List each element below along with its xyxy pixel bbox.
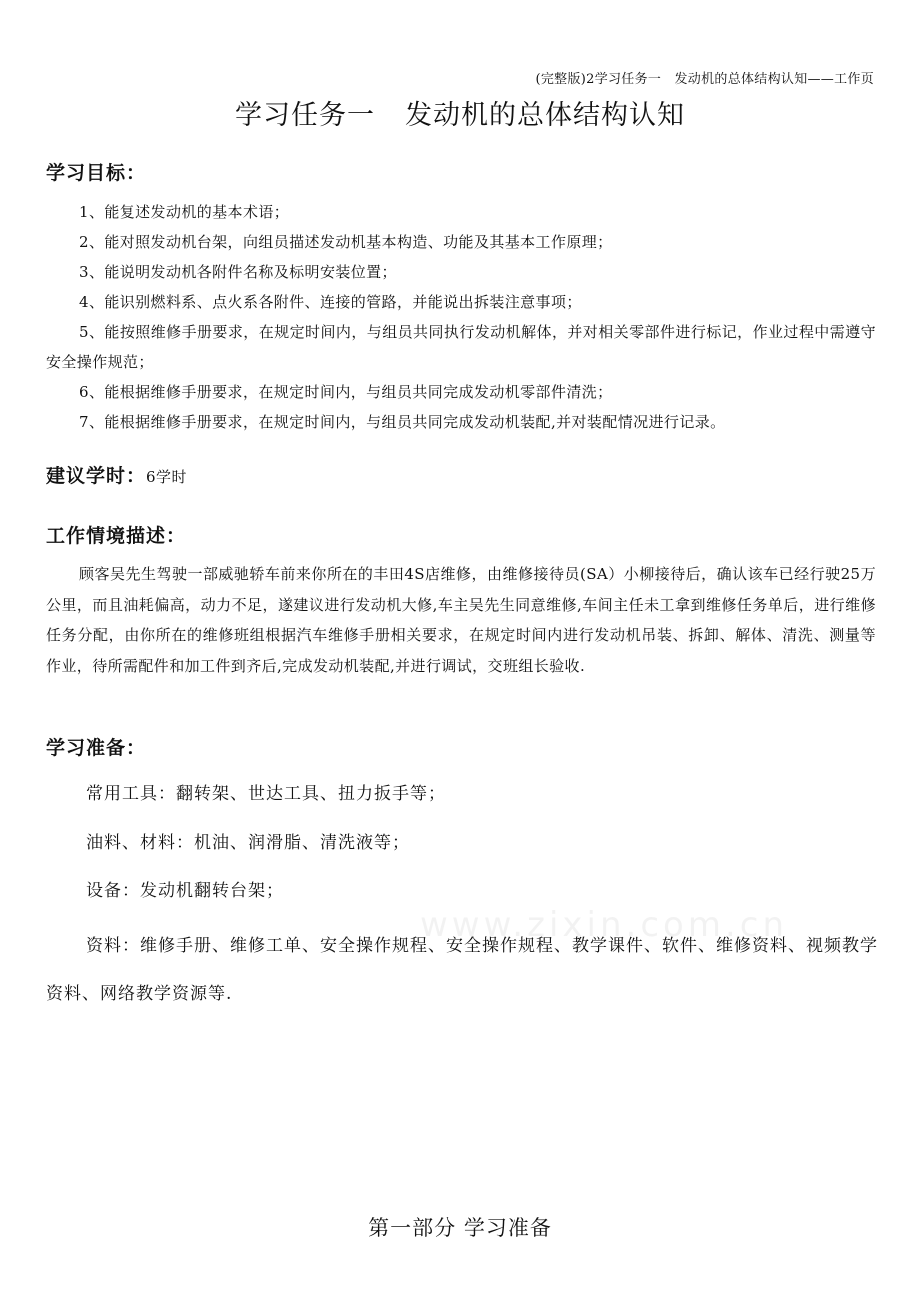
objective-item: 5、能按照维修手册要求，在规定时间内，与组员共同执行发动机解体，并对相关零部件进行标记，作业过程中需遵守安全操作规范； <box>46 323 876 371</box>
scenario-paragraph: 顾客吴先生驾驶一部威驰轿车前来你所在的丰田4S店维修，由维修接待员(SA）小柳接待后，确认该车已经行驶25万公里，而且油耗偏高，动力不足，遂建议进行发动机大修,车主吴先生同意维修,车间主任未工拿到维修任务单后，进行维修任务分配，由你所在的维修班组根据汽车维修手册相关要求，在规定时间内进行发动机吊装、拆卸、解体、清洗、测量等作业，待所需配件和加工件到齐后,完成发动机装配,并进行调试，交班组长验收. <box>46 565 876 675</box>
prep-tools: 常用工具：翻转架、世达工具、扭力扳手等； <box>86 784 446 804</box>
prep-resources: 资料：维修手册、维修工单、安全操作规程、安全操作规程、教学课件、软件、维修资料、视频教学资料、网络教学资源等. <box>46 936 878 1004</box>
objective-item: 4、能识别燃料系、点火系各附件、连接的管路，并能说出拆装注意事项； <box>79 293 582 311</box>
title-task-label: 学习任务一 <box>235 100 375 131</box>
objective-item: 2、能对照发动机台架，向组员描述发动机基本构造、功能及其基本工作原理； <box>79 233 613 251</box>
prep-equipment: 设备：发动机翻转台架； <box>86 881 284 901</box>
prep-materials: 油料、材料：机油、润滑脂、清洗液等； <box>86 833 410 853</box>
hours-value: 6学时 <box>146 468 188 486</box>
scenario-heading: 工作情境描述： <box>46 525 187 547</box>
running-header: (完整版)2学习任务一 发动机的总体结构认知——工作页 <box>535 72 874 87</box>
page-title <box>0 93 920 132</box>
hours-heading: 建议学时： <box>46 465 147 487</box>
site-watermark: www.zixin.com.cn <box>420 905 788 945</box>
objective-item: 3、能说明发动机各附件名称及标明安装位置； <box>79 263 397 281</box>
objective-item: 7、能根据维修手册要求，在规定时间内，与组员共同完成发动机装配,并对装配情况进行记录。 <box>79 413 726 431</box>
hours-section <box>46 461 187 488</box>
title-task-name: 发动机的总体结构认知 <box>405 100 685 131</box>
objectives-heading: 学习目标： <box>46 162 147 184</box>
objectives-list <box>46 197 876 437</box>
objective-item: 1、能复述发动机的基本术语； <box>79 203 290 221</box>
preparation-heading: 学习准备： <box>46 737 147 759</box>
objective-item: 6、能根据维修手册要求，在规定时间内，与组员共同完成发动机零部件清洗； <box>79 383 613 401</box>
part-title: 第一部分 学习准备 <box>368 1216 552 1240</box>
